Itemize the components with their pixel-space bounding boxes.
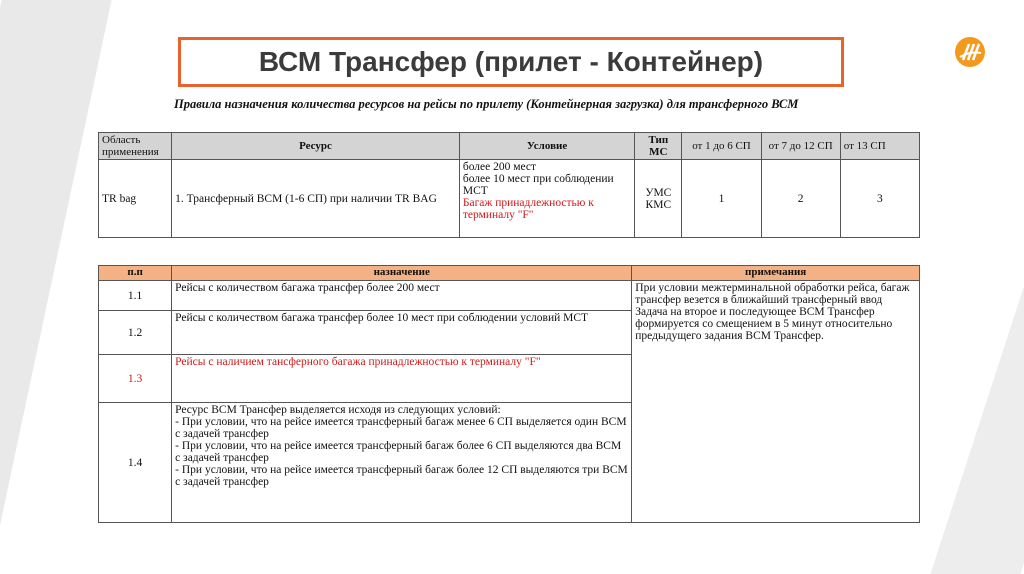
note-paragraph: При условии межтерминальной обработки рейса, багаж трансфер везется в ближайший трансферный ввод: [635, 282, 910, 306]
purpose-table-header: [99, 266, 920, 281]
header-condition: Условие: [459, 133, 634, 160]
header-notes: примечания: [632, 266, 920, 281]
cell-area: TR bag: [99, 160, 172, 238]
row-text-line: - При условии, что на рейсе имеется трансферный багаж более 6 СП выделяются два ВСМ с задачей трансфер: [175, 440, 622, 464]
cell-range-3: 3: [840, 160, 919, 238]
row-text-line: - При условии, что на рейсе имеется трансферный багаж менее 6 СП выделяется один ВСМ с задачей трансфер: [175, 416, 627, 440]
table-row: [99, 281, 920, 311]
row-text-line: - При условии, что на рейсе имеется трансферный багаж более 12 СП выделяются три ВСМ с задачей трансфер: [175, 464, 628, 488]
title-box: [178, 37, 844, 87]
header-range-1: от 1 до 6 СП: [682, 133, 761, 160]
table-caption: Правила назначения количества ресурсов на рейсы по прилету (Контейнерная загрузка) для трансферного ВСМ: [174, 97, 799, 111]
note-paragraph: Задача на второе и последующее ВСМ Трансфер формируется со смещением в 5 минут относительно предыдущего задания ВСМ Трансфер.: [635, 306, 893, 342]
header-num: п.п: [99, 266, 172, 281]
header-purpose: назначение: [172, 266, 632, 281]
row-number: 1.3: [99, 355, 172, 403]
purpose-table: [98, 265, 920, 523]
header-range-2: от 7 до 12 СП: [761, 133, 840, 160]
resource-table-header: [99, 133, 920, 160]
row-number: 1.1: [99, 281, 172, 311]
cell-range-2: 2: [761, 160, 840, 238]
row-text: Рейсы с наличием тансферного багажа принадлежностью к терминалу "F": [172, 355, 632, 403]
row-number: 1.4: [99, 403, 172, 523]
notes-cell: [632, 281, 920, 523]
header-resource: Ресурс: [172, 133, 460, 160]
row-text-line: Ресурс ВСМ Трансфер выделяется исходя из следующих условий:: [175, 404, 501, 416]
cell-resource: 1. Трансферный ВСМ (1-6 СП) при наличии TR BAG: [172, 160, 460, 238]
header-area: Область применения: [99, 133, 172, 160]
row-text: [172, 403, 632, 523]
table-row: [99, 160, 920, 238]
row-text: Рейсы с количеством багажа трансфер более 10 мест при соблюдении условий МСТ: [172, 311, 632, 355]
row-number: 1.2: [99, 311, 172, 355]
condition-line-red: Багаж принадлежностью к терминалу "F": [462, 197, 594, 221]
company-logo-icon: [954, 36, 986, 68]
header-type: Тип МС: [635, 133, 682, 160]
cell-range-1: 1: [682, 160, 761, 238]
condition-line: более 10 мест при соблюдении МСТ: [462, 173, 614, 197]
resource-table: [98, 132, 920, 238]
row-text: Рейсы с количеством багажа трансфер более 200 мест: [172, 281, 632, 311]
header-range-3: от 13 СП: [840, 133, 919, 160]
condition-line: более 200 мест: [462, 161, 537, 173]
decorative-stripe-right: [916, 260, 1024, 574]
page-title: ВСМ Трансфер (прилет - Контейнер): [258, 46, 764, 77]
cell-type: УМС КМС: [635, 160, 682, 238]
cell-condition: [459, 160, 634, 238]
